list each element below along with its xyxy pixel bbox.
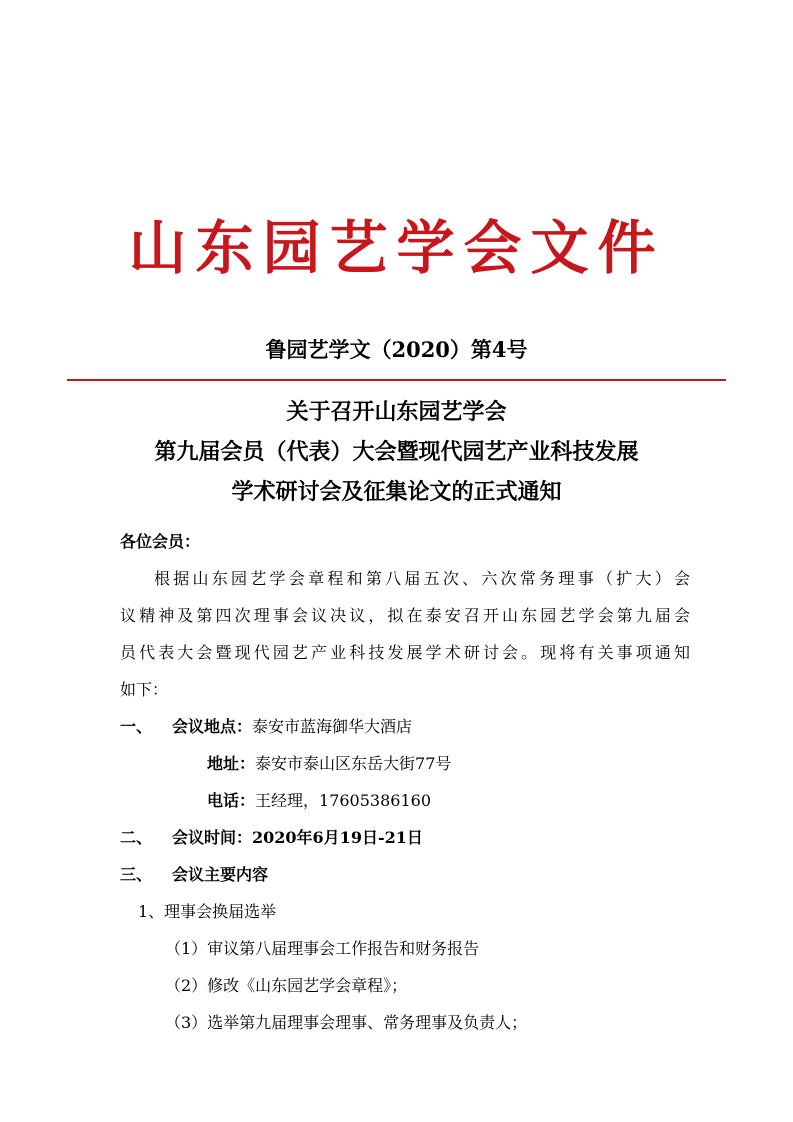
phone-label: 电话： xyxy=(207,791,256,810)
section-1-venue xyxy=(120,708,690,745)
phone-value: 王经理，17605386160 xyxy=(255,791,431,810)
notice-title xyxy=(0,392,793,512)
section-1-number: 一、 xyxy=(120,717,153,736)
content-subitem-1: （1）审议第八届理事会工作报告和财务报告 xyxy=(165,939,480,958)
masthead-title: 山东园艺学会文件 xyxy=(128,214,665,282)
paragraph-line-1: 根据山东园艺学会章程和第八届五次、六次常务理事（扩大）会 xyxy=(154,569,690,588)
content-item-1: 1、理事会换届选举 xyxy=(138,902,277,921)
document-number: 鲁园艺学文（2020）第4号 xyxy=(265,337,528,362)
section-3-content xyxy=(120,856,690,893)
venue-phone xyxy=(120,782,690,819)
section-3-number: 三、 xyxy=(120,865,153,884)
salutation: 各位会员： xyxy=(120,532,201,551)
section-2-time xyxy=(120,819,690,856)
content-subitem-2: （2）修改《山东园艺学会章程》； xyxy=(165,976,408,995)
title-line-2: 第九届会员（代表）大会暨现代园艺产业科技发展 xyxy=(154,439,639,465)
time-label: 会议时间： xyxy=(172,828,253,847)
paragraph-line-3: 员代表大会暨现代园艺产业科技发展学术研讨会。现将有关事项通知 xyxy=(120,643,690,662)
venue-address xyxy=(120,745,690,782)
time-value: 2020年6月19日-21日 xyxy=(252,828,423,847)
notice-body xyxy=(120,523,690,1041)
address-label: 地址： xyxy=(207,754,256,773)
address-value: 泰安市泰山区东岳大街77号 xyxy=(255,754,452,773)
paragraph-line-2: 议精神及第四次理事会议决议，拟在泰安召开山东园艺学会第九届会 xyxy=(120,606,690,625)
venue-value: 泰安市蓝海御华大酒店 xyxy=(252,717,413,736)
red-divider-line xyxy=(67,379,726,381)
section-2-number: 二、 xyxy=(120,828,153,847)
title-line-3: 学术研讨会及征集论文的正式通知 xyxy=(231,479,562,505)
title-line-1: 关于召开山东园艺学会 xyxy=(286,399,507,425)
venue-label: 会议地点： xyxy=(172,717,253,736)
content-label: 会议主要内容 xyxy=(172,865,269,884)
paragraph-line-4: 如下： xyxy=(120,680,169,699)
content-subitem-3: （3）选举第九届理事会理事、常务理事及负责人； xyxy=(165,1013,528,1032)
